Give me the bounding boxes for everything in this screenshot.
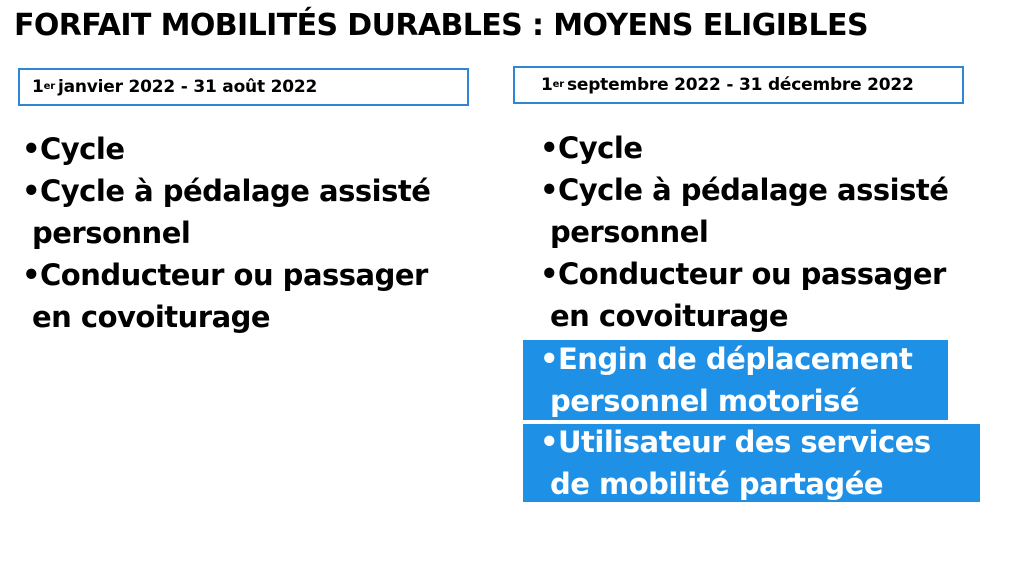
list-item	[540, 253, 948, 337]
item-text-continued: personnel motorisé	[550, 384, 860, 418]
bullet: •	[22, 132, 41, 166]
list-item-highlighted	[540, 421, 931, 505]
item-text-continued: de mobilité partagée	[550, 467, 884, 501]
list-item	[22, 170, 430, 254]
bullet: •	[540, 131, 559, 165]
period-box-right	[513, 66, 964, 104]
list-item	[540, 127, 948, 169]
bullet: •	[540, 257, 559, 291]
period-left-day: 1	[32, 76, 44, 97]
period-left-sup: er	[43, 81, 55, 92]
item-text: Conducteur ou passager	[40, 258, 428, 292]
item-text-continued: en covoiturage	[32, 300, 271, 334]
item-text: Cycle	[40, 132, 125, 166]
item-text-continued: en covoiturage	[550, 299, 789, 333]
left-eligible-list	[22, 128, 430, 338]
period-right-day: 1	[541, 74, 553, 95]
bullet: •	[22, 174, 41, 208]
right-eligible-list	[540, 127, 948, 337]
period-right-sup: er	[552, 79, 564, 90]
item-text: Engin de déplacement	[558, 342, 913, 376]
highlighted-item-box	[523, 340, 948, 420]
item-text: Utilisateur des services	[558, 425, 931, 459]
item-text-continued: personnel	[550, 215, 709, 249]
period-box-left	[18, 68, 469, 106]
bullet: •	[22, 258, 41, 292]
highlighted-item-box	[523, 424, 980, 502]
list-item-highlighted	[540, 338, 912, 422]
list-item	[540, 169, 948, 253]
period-left-rest: janvier 2022 - 31 août 2022	[57, 76, 318, 97]
item-text: Cycle à pédalage assisté	[558, 173, 949, 207]
period-right-rest: septembre 2022 - 31 décembre 2022	[566, 74, 914, 95]
item-text: Cycle	[558, 131, 643, 165]
list-item	[22, 128, 430, 170]
bullet: •	[540, 342, 559, 376]
item-text-continued: personnel	[32, 216, 191, 250]
item-text: Conducteur ou passager	[558, 257, 946, 291]
item-text: Cycle à pédalage assisté	[40, 174, 431, 208]
list-item	[22, 254, 430, 338]
bullet: •	[540, 173, 559, 207]
bullet: •	[540, 425, 559, 459]
page-title: FORFAIT MOBILITÉS DURABLES : MOYENS ELIGIBLES	[14, 8, 868, 43]
